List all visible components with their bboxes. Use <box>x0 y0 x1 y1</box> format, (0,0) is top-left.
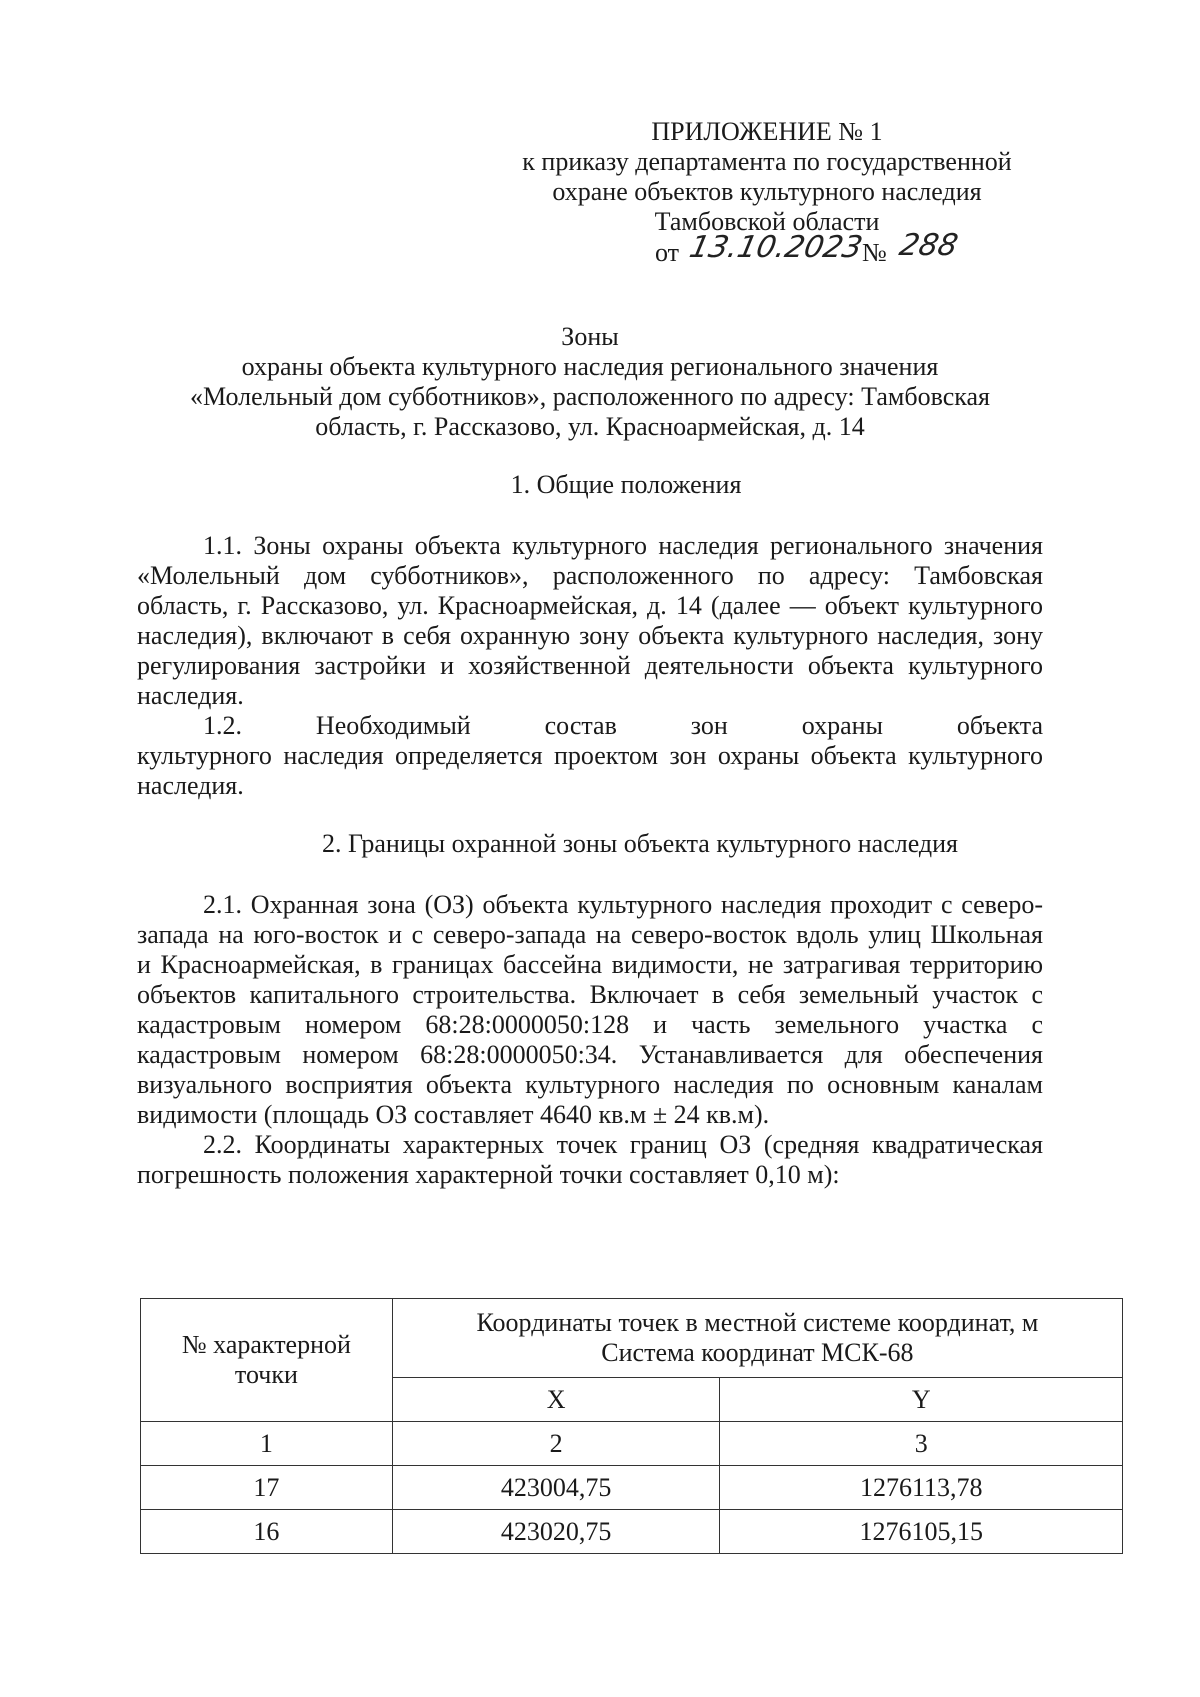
handwritten-number: 288 <box>896 228 961 263</box>
table-row <box>141 1510 1123 1554</box>
point-number-header <box>141 1299 393 1422</box>
doc-subtitle-line-3: область, г. Рассказово, ул. Красноармейская, д. 14 <box>315 412 865 441</box>
table-cell: 2 <box>392 1422 720 1466</box>
doc-subtitle-line-1: охраны объекта культурного наследия регионального значения <box>241 352 939 381</box>
coordinates-header-line-1: Координаты точек в местной системе координат, м <box>476 1308 1039 1337</box>
table-cell: 1276105,15 <box>720 1510 1123 1554</box>
paragraph-line: «Молельный дом субботников», расположенного по адресу: Тамбовская <box>137 561 1043 590</box>
appendix-line-3: Тамбовской области <box>654 207 880 236</box>
table-row <box>141 1422 1123 1466</box>
paragraph-line: объектов капитального строительства. Включает в себя земельный участок с <box>137 980 1043 1009</box>
doc-title: Зоны <box>561 322 619 351</box>
paragraph-line: 2.2. Координаты характерных точек границ ОЗ (средняя квадратическая <box>203 1130 1043 1159</box>
table-cell: 17 <box>141 1466 393 1510</box>
table-cell: 16 <box>141 1510 393 1554</box>
point-number-header-line-1: № характерной <box>181 1330 351 1359</box>
paragraph-line: визуального восприятия объекта культурного наследия по основным каналам <box>137 1070 1043 1099</box>
coordinates-table <box>140 1298 1123 1554</box>
section-1-title: 1. Общие положения <box>510 470 742 499</box>
paragraph-line: регулирования застройки и хозяйственной деятельности объекта культурного <box>137 651 1043 680</box>
x-header: X <box>392 1378 720 1422</box>
table-cell: 1 <box>141 1422 393 1466</box>
paragraph-line: область, г. Рассказово, ул. Красноармейская, д. 14 (далее — объект культурного <box>137 591 1043 620</box>
table-cell: 1276113,78 <box>720 1466 1123 1510</box>
coordinates-header <box>392 1299 1122 1378</box>
paragraph-line: видимости (площадь ОЗ составляет 4640 кв.м ± 24 кв.м). <box>137 1100 770 1129</box>
paragraph-line: запада на юго-восток и с северо-запада на северо-восток вдоль улиц Школьная <box>137 920 1043 949</box>
number-label: № <box>862 238 887 267</box>
table-row <box>141 1466 1123 1510</box>
paragraph-line: 1.2. Необходимый состав зон охраны объекта <box>203 711 1043 740</box>
paragraph-line: и Красноармейская, в границах бассейна видимости, не затрагивая территорию <box>137 950 1043 979</box>
handwritten-date: 13.10.2023 <box>686 230 866 265</box>
coordinates-header-line-2: Система координат МСК-68 <box>601 1338 914 1367</box>
paragraph-line: наследия), включают в себя охранную зону объекта культурного наследия, зону <box>137 621 1043 650</box>
appendix-title: ПРИЛОЖЕНИЕ № 1 <box>651 117 883 146</box>
paragraph-line: культурного наследия определяется проектом зон охраны объекта культурного <box>137 741 1043 770</box>
paragraph-line: 1.1. Зоны охраны объекта культурного наследия регионального значения <box>203 531 1043 560</box>
appendix-line-2: охране объектов культурного наследия <box>552 177 982 206</box>
doc-subtitle-line-2: «Молельный дом субботников», расположенного по адресу: Тамбовская <box>190 382 990 411</box>
date-prefix: от <box>655 238 680 267</box>
paragraph-line: кадастровым номером 68:28:0000050:34. Устанавливается для обеспечения <box>137 1040 1043 1069</box>
table-cell: 3 <box>720 1422 1123 1466</box>
y-header: Y <box>720 1378 1123 1422</box>
paragraph-line: наследия. <box>137 771 244 800</box>
paragraph-line: кадастровым номером 68:28:0000050:128 и часть земельного участка с <box>137 1010 1043 1039</box>
paragraph-line: погрешность положения характерной точки составляет 0,10 м): <box>137 1160 840 1189</box>
paragraph-line: наследия. <box>137 681 244 710</box>
point-number-header-line-2: точки <box>234 1360 298 1389</box>
table-cell: 423020,75 <box>392 1510 720 1554</box>
section-2-title: 2. Границы охранной зоны объекта культурного наследия <box>321 829 959 858</box>
table-cell: 423004,75 <box>392 1466 720 1510</box>
paragraph-line: 2.1. Охранная зона (ОЗ) объекта культурного наследия проходит с северо- <box>203 890 1043 919</box>
appendix-line-1: к приказу департамента по государственной <box>522 147 1012 176</box>
